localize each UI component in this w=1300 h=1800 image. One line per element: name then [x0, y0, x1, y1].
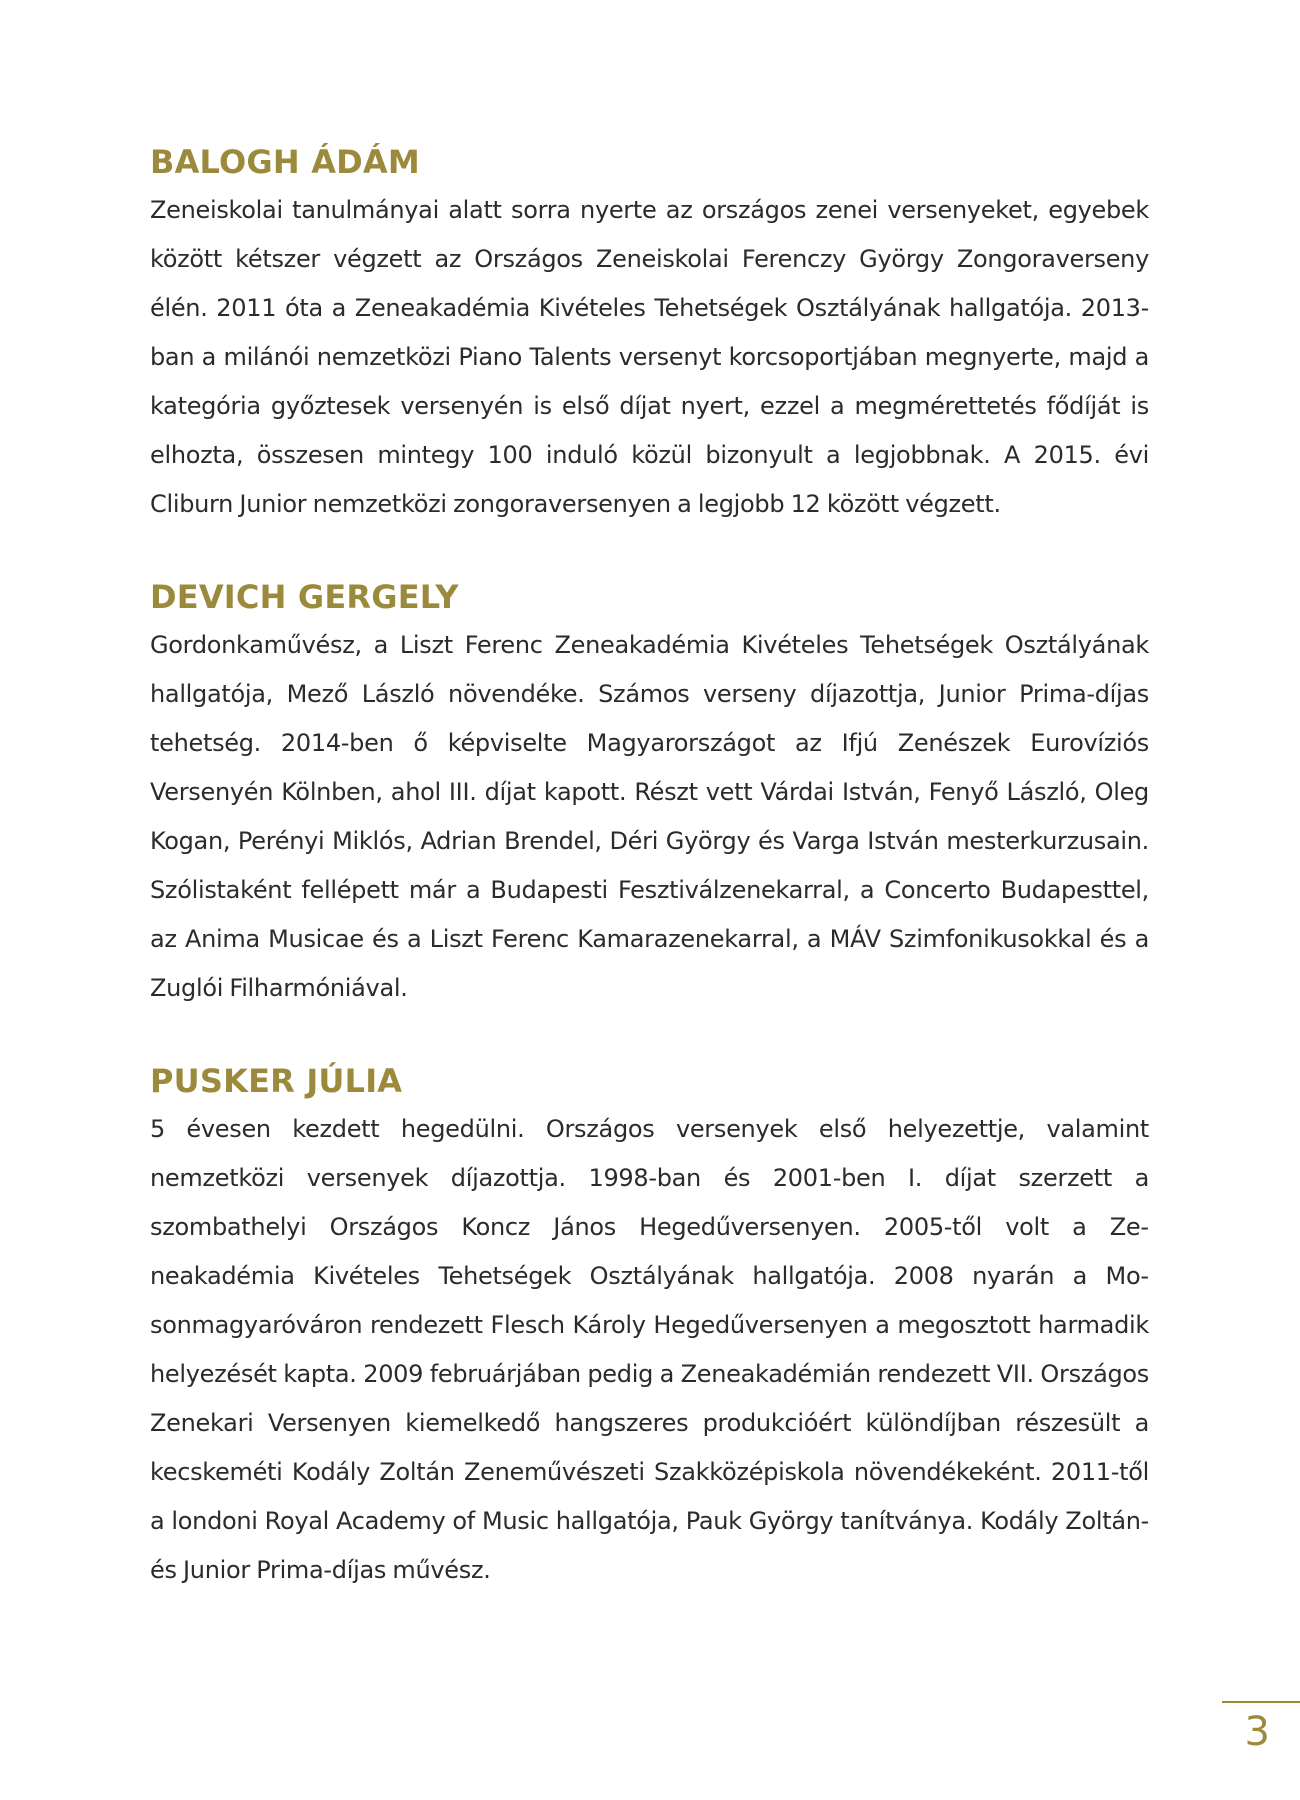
bio-devich-gergely — [150, 575, 1149, 1013]
bio-name: DEVICH GERGELY — [150, 578, 459, 616]
bio-text: 5 évesen kezdett hegedülni. Országos versenyek első helyezettje, valamint nemzetközi versenyek díjazottja. 1998-ban és 2001-ben I. díjat szerzett a szombathelyi Országos Koncz János Hegedűversenyen. 2005-től volt a Zeneakadémia Kivételes Tehetségek Osztályának hallgatója. 2008 nyarán a Mosonmagyaróváron rendezett Flesch Károly Hegedűversenyen a megosztott harmadik helyezését kapta. 2009 februárjában pedig a Zeneakadémián rendezett VII. Országos Zenekari Versenyen kiemelkedő hangszeres produkcióért különdíjban részesült a kecskeméti Kodály Zoltán Zeneművészeti Szakközépiskola növendékeként. 2011-től a londoni Royal Academy of Music hallgatója, Pauk György tanítványa. Kodály Zoltán- és Junior Prima-díjas művész. — [150, 1115, 1149, 1584]
bio-list — [150, 140, 1149, 1641]
page-number: 3 — [1244, 1709, 1270, 1755]
bio-text: Zeneiskolai tanulmányai alatt sorra nyerte az országos zenei versenyeket, egyebek között kétszer végzett az Országos Zeneiskolai Ferenczy György Zongoraverseny élén. 2011 óta a Zeneakadémia Kivételes Tehetségek Osztályának hallgatója. 2013-ban a milánói nemzetközi Piano Talents versenyt korcsoportjában megnyerte, majd a kategória győztesek versenyén is első díjat nyert, ezzel a megmérettetés fődíját is elhozta, összesen mintegy 100 induló közül bizonyult a legjobbnak. A 2015. évi Cliburn Junior nemzetközi zongoraversenyen a legjobb 12 között végzett. — [150, 196, 1149, 518]
bio-name: BALOGH ÁDÁM — [150, 143, 420, 181]
page-number-rule — [1222, 1701, 1300, 1703]
bio-balogh-adam — [150, 140, 1149, 529]
bio-pusker-julia — [150, 1059, 1149, 1595]
bio-name: PUSKER JÚLIA — [150, 1062, 403, 1100]
bio-text: Gordonkaművész, a Liszt Ferenc Zeneakadémia Kivételes Tehetségek Osztályának hallgatója, Mező László növendéke. Számos verseny díjazottja, Junior Prima-díjas tehetség. 2014-ben ő képviselte Magyarországot az Ifjú Zenészek Eurovíziós Versenyén Kölnben, ahol III. díjat kapott. Részt vett Várdai István, Fenyő László, Oleg Kogan, Perényi Miklós, Adrian Brendel, Déri György és Varga István mesterkurzusain. Szólistaként fellépett már a Budapesti Fesztiválzenekarral, a Concerto Budapesttel, az Anima Musicae és a Liszt Ferenc Kamarazenekarral, a MÁV Szimfonikusokkal és a Zuglói Filharmóniával. — [150, 631, 1149, 1002]
